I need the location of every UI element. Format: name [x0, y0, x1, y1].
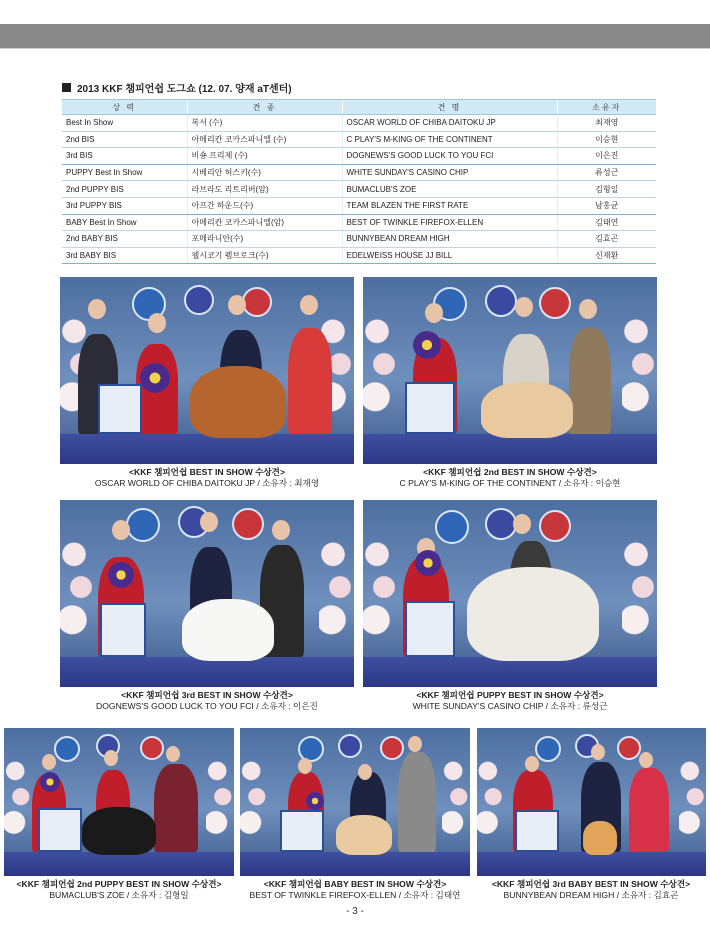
- caption-detail: BUNNYBEAN DREAM HIGH / 소유자 : 김효곤: [503, 890, 679, 900]
- header-dog-name: 견 명: [342, 100, 557, 115]
- cell-breed: 시베리안 허스키(수): [187, 164, 342, 181]
- dog-cocker-spaniel-baby: [336, 815, 392, 855]
- table-row: [62, 181, 656, 198]
- rosette-icon: [140, 363, 170, 393]
- emblem-icon: [617, 736, 641, 760]
- fci-logo-icon: [535, 736, 561, 762]
- cell-breed: 아메리칸 코카스파니엘(암): [187, 214, 342, 231]
- table-row: [62, 214, 656, 231]
- cell-owner: 신재환: [557, 247, 656, 264]
- cell-breed: 비숑 프리제 (수): [187, 148, 342, 165]
- caption-title: <KKF 챔피언쉽 2nd PUPPY BEST IN SHOW 수상견>: [16, 879, 222, 889]
- cell-award: 2nd BIS: [62, 131, 187, 148]
- table-row: [62, 131, 656, 148]
- kkf-logo-icon: [184, 285, 214, 315]
- cell-award: BABY Best In Show: [62, 214, 187, 231]
- results-table: [62, 99, 656, 264]
- caption-title: <KKF 챔피언쉽 2nd BEST IN SHOW 수상견>: [423, 467, 597, 477]
- cell-award: 2nd BABY BIS: [62, 231, 187, 248]
- cell-breed: 라브라도 리트리버(암): [187, 181, 342, 198]
- rosette-icon: [108, 562, 134, 588]
- section-title-text: 2013 KKF 챔피언쉽 도그쇼 (12. 07. 양재 aT센터): [77, 84, 292, 95]
- cell-dog-name: WHITE SUNDAY'S CASINO CHIP: [342, 164, 557, 181]
- cell-award: Best In Show: [62, 115, 187, 132]
- award-board: [100, 603, 146, 657]
- cell-breed: 복서 (수): [187, 115, 342, 132]
- caption-3rd-baby-best-in-show: [472, 879, 710, 901]
- photo-baby-best-in-show: [240, 728, 470, 876]
- dog-siberian-husky: [467, 567, 599, 661]
- header-band: [0, 24, 710, 48]
- caption-detail: C PLAY'S M-KING OF THE CONTINENT / 소유자 : 이승현: [399, 478, 621, 488]
- cell-dog-name: BUNNYBEAN DREAM HIGH: [342, 231, 557, 248]
- dog-boxer: [190, 366, 286, 438]
- dog-cocker-spaniel: [481, 382, 573, 438]
- header-owner: 소유자: [557, 100, 656, 115]
- rosette-icon: [306, 792, 324, 810]
- caption-detail: BEST OF TWINKLE FIREFOX-ELLEN / 소유자 : 김태연: [249, 890, 461, 900]
- photo-3rd-baby-best-in-show: [477, 728, 706, 876]
- kkf-logo-icon: [338, 734, 362, 758]
- cell-owner: 류성근: [557, 164, 656, 181]
- cell-owner: 김태연: [557, 214, 656, 231]
- dog-labrador: [82, 807, 156, 855]
- cell-breed: 웰시코기 펨브로크(수): [187, 247, 342, 264]
- table-row: [62, 247, 656, 264]
- header-divider: [0, 48, 710, 49]
- fci-logo-icon: [54, 736, 80, 762]
- table-row: [62, 115, 656, 132]
- cell-owner: 이은진: [557, 148, 656, 165]
- award-board: [405, 382, 455, 434]
- cell-award: 3rd BABY BIS: [62, 247, 187, 264]
- caption-title: <KKF 챔피언쉽 BABY BEST IN SHOW 수상견>: [263, 879, 447, 889]
- table-row: [62, 148, 656, 165]
- award-board: [280, 810, 324, 852]
- cell-dog-name: TEAM BLAZEN THE FIRST RATE: [342, 197, 557, 214]
- caption-title: <KKF 챔피언쉽 3rd BEST IN SHOW 수상견>: [121, 690, 293, 700]
- award-board: [405, 601, 455, 657]
- rosette-icon: [40, 772, 60, 792]
- caption-detail: OSCAR WORLD OF CHIBA DAITOKU JP / 소유자 : 최재영: [94, 478, 320, 488]
- award-board: [515, 810, 559, 852]
- cell-owner: 남홍균: [557, 197, 656, 214]
- header-breed: 견 종: [187, 100, 342, 115]
- square-bullet-icon: [62, 83, 71, 92]
- caption-puppy-best-in-show: [363, 690, 657, 712]
- caption-best-in-show: [60, 467, 354, 489]
- cell-owner: 이승현: [557, 131, 656, 148]
- award-board: [38, 808, 82, 852]
- cell-owner: 최재영: [557, 115, 656, 132]
- caption-detail: WHITE SUNDAY'S CASINO CHIP / 소유자 : 류성근: [412, 701, 608, 711]
- rosette-icon: [413, 331, 441, 359]
- table-row: [62, 197, 656, 214]
- cell-breed: 아프간 하운드(수): [187, 197, 342, 214]
- table-row: [62, 231, 656, 248]
- cell-dog-name: DOGNEWS'S GOOD LUCK TO YOU FCI: [342, 148, 557, 165]
- emblem-icon: [232, 508, 264, 540]
- caption-title: <KKF 챔피언쉽 PUPPY BEST IN SHOW 수상견>: [416, 690, 604, 700]
- cell-breed: 아메리칸 코카스파니엘 (수): [187, 131, 342, 148]
- section-title: [62, 80, 292, 95]
- table-header-row: [62, 100, 656, 115]
- caption-detail: BUMACLUB'S ZOE / 소유자 : 김형일: [49, 890, 189, 900]
- emblem-icon: [242, 287, 272, 317]
- cell-owner: 김형일: [557, 181, 656, 198]
- fci-logo-icon: [435, 510, 469, 544]
- cell-owner: 김효곤: [557, 231, 656, 248]
- cell-dog-name: C PLAY'S M-KING OF THE CONTINENT: [342, 131, 557, 148]
- caption-title: <KKF 챔피언쉽 3rd BABY BEST IN SHOW 수상견>: [491, 879, 691, 889]
- caption-baby-best-in-show: [236, 879, 474, 901]
- photo-3rd-best-in-show: [60, 500, 354, 687]
- photo-puppy-best-in-show: [363, 500, 657, 687]
- cell-dog-name: OSCAR WORLD OF CHIBA DAITOKU JP: [342, 115, 557, 132]
- cell-dog-name: BEST OF TWINKLE FIREFOX-ELLEN: [342, 214, 557, 231]
- cell-award: 3rd BIS: [62, 148, 187, 165]
- rosette-icon: [415, 550, 441, 576]
- dog-pomeranian: [583, 821, 617, 855]
- dog-bichon-frise: [182, 599, 274, 661]
- emblem-icon: [140, 736, 164, 760]
- award-board: [98, 384, 142, 434]
- emblem-icon: [539, 510, 571, 542]
- emblem-icon: [539, 287, 571, 319]
- caption-title: <KKF 챔피언쉽 BEST IN SHOW 수상견>: [129, 467, 285, 477]
- kkf-logo-icon: [485, 285, 517, 317]
- cell-award: 3rd PUPPY BIS: [62, 197, 187, 214]
- caption-detail: DOGNEWS'S GOOD LUCK TO YOU FCI / 소유자 : 이은진: [96, 701, 318, 711]
- fci-logo-icon: [126, 508, 160, 542]
- caption-3rd-best-in-show: [60, 690, 354, 712]
- caption-2nd-best-in-show: [363, 467, 657, 489]
- photo-best-in-show: [60, 277, 354, 464]
- cell-breed: 포메라니안(수): [187, 231, 342, 248]
- photo-2nd-best-in-show: [363, 277, 657, 464]
- page-number: - 3 -: [346, 906, 364, 917]
- cell-award: PUPPY Best In Show: [62, 164, 187, 181]
- cell-dog-name: BUMACLUB'S ZOE: [342, 181, 557, 198]
- photo-2nd-puppy-best-in-show: [4, 728, 234, 876]
- caption-2nd-puppy-best-in-show: [0, 879, 238, 901]
- cell-dog-name: EDELWEISS HOUSE JJ BILL: [342, 247, 557, 264]
- header-award: 상 력: [62, 100, 187, 115]
- emblem-icon: [380, 736, 404, 760]
- table-row: [62, 164, 656, 181]
- cell-award: 2nd PUPPY BIS: [62, 181, 187, 198]
